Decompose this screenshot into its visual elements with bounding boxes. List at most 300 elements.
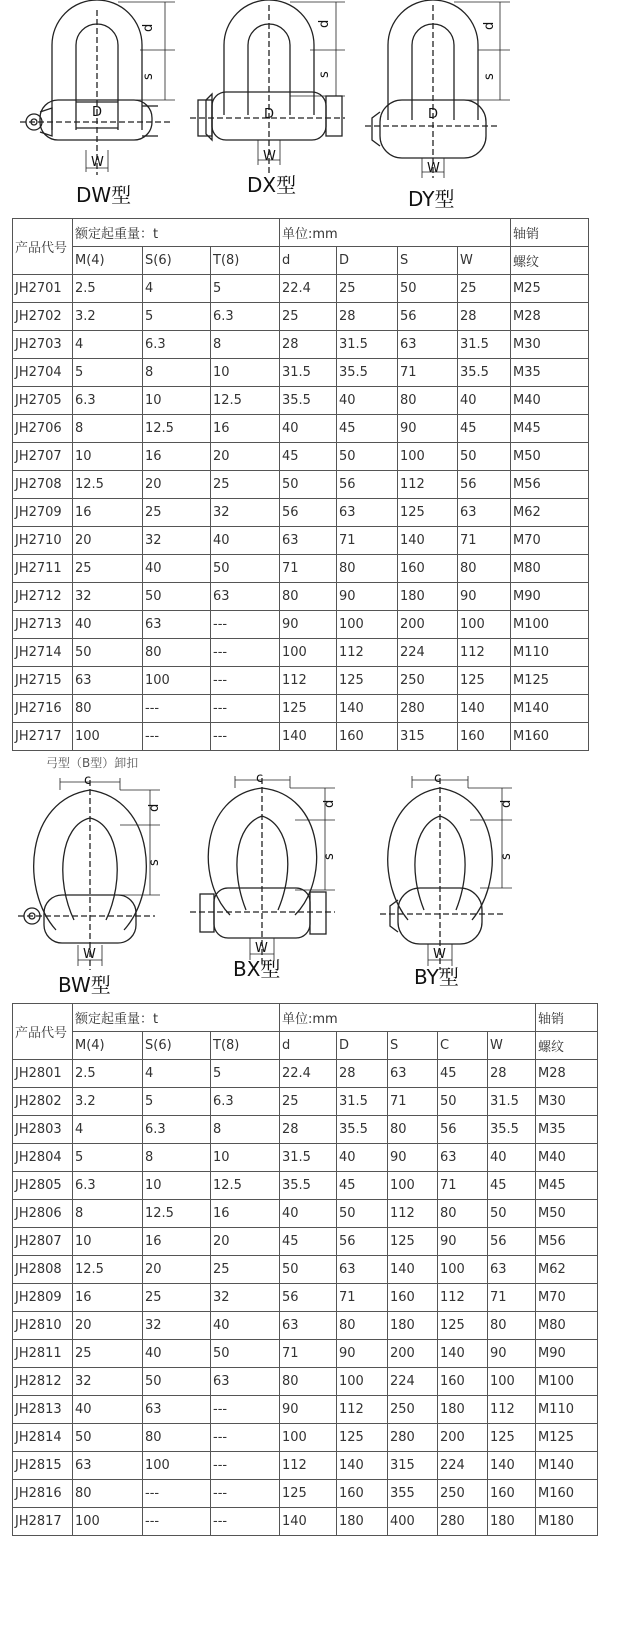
table-cell: 56 xyxy=(337,471,398,499)
table-cell: 25 xyxy=(458,275,511,303)
table-cell: 40 xyxy=(73,1396,143,1424)
bow-shackle-note: 弓型（B型）卸扣 xyxy=(46,756,139,770)
table-cell: 8 xyxy=(143,1144,211,1172)
table-cell: 6.3 xyxy=(211,303,280,331)
table-cell: 12.5 xyxy=(73,471,143,499)
table-cell: 100 xyxy=(337,1368,388,1396)
table-cell: M110 xyxy=(536,1396,598,1424)
table-cell: --- xyxy=(143,695,211,723)
table-cell: 40 xyxy=(337,387,398,415)
table-cell: 80 xyxy=(143,1424,211,1452)
product-code-cell: JH2812 xyxy=(13,1368,73,1396)
table-row xyxy=(13,1340,598,1368)
table-cell: 315 xyxy=(388,1452,438,1480)
table-cell: 80 xyxy=(337,555,398,583)
table-row xyxy=(13,415,589,443)
dy-type-label: DY型 xyxy=(408,187,455,211)
col-header: D xyxy=(337,247,398,275)
col-header: M(4) xyxy=(73,247,143,275)
table-cell: 100 xyxy=(398,443,458,471)
table-cell: 56 xyxy=(337,1228,388,1256)
table-cell: 200 xyxy=(398,611,458,639)
table-cell: 8 xyxy=(73,415,143,443)
table-cell: 160 xyxy=(388,1284,438,1312)
table-cell: 180 xyxy=(438,1396,488,1424)
table-cell: 28 xyxy=(337,303,398,331)
table-cell: 56 xyxy=(458,471,511,499)
table-cell: 63 xyxy=(73,667,143,695)
table-cell: M110 xyxy=(511,639,589,667)
table-cell: 50 xyxy=(143,1368,211,1396)
col-header: W xyxy=(458,247,511,275)
table-cell: 6.3 xyxy=(73,1172,143,1200)
table-cell: 31.5 xyxy=(337,331,398,359)
table-cell: 10 xyxy=(73,443,143,471)
table-cell: M70 xyxy=(511,527,589,555)
table-cell: 25 xyxy=(143,1284,211,1312)
table-row xyxy=(13,1088,598,1116)
product-code-cell: JH2809 xyxy=(13,1284,73,1312)
table-cell: 5 xyxy=(211,1060,280,1088)
table-cell: 8 xyxy=(73,1200,143,1228)
table-cell: 100 xyxy=(337,611,398,639)
table-cell: 32 xyxy=(143,1312,211,1340)
load-header: 额定起重量：t xyxy=(73,1004,280,1032)
table-cell: M180 xyxy=(536,1508,598,1536)
table-cell: 12.5 xyxy=(143,1200,211,1228)
col-header: C xyxy=(438,1032,488,1060)
table-cell: 8 xyxy=(211,1116,280,1144)
table-cell: 112 xyxy=(280,1452,337,1480)
product-code-cell: JH2707 xyxy=(13,443,73,471)
table-row xyxy=(13,695,589,723)
table-cell: 112 xyxy=(388,1200,438,1228)
table-cell: 400 xyxy=(388,1508,438,1536)
table-cell: 100 xyxy=(458,611,511,639)
table-cell: 35.5 xyxy=(337,359,398,387)
product-code-cell: JH2801 xyxy=(13,1060,73,1088)
table-cell: 63 xyxy=(73,1452,143,1480)
table-cell: 40 xyxy=(143,555,211,583)
table-cell: M28 xyxy=(536,1060,598,1088)
table-cell: 63 xyxy=(211,1368,280,1396)
table-cell: 63 xyxy=(458,499,511,527)
table-cell: 140 xyxy=(337,695,398,723)
product-code-cell: JH2717 xyxy=(13,723,73,751)
table-row xyxy=(13,723,589,751)
col-header: d xyxy=(280,1032,337,1060)
table-cell: 80 xyxy=(458,555,511,583)
dx-dim-s: s xyxy=(317,71,332,78)
product-code-cell: JH2816 xyxy=(13,1480,73,1508)
table-cell: 12.5 xyxy=(211,1172,280,1200)
table-cell: 355 xyxy=(388,1480,438,1508)
col-header: d xyxy=(280,247,337,275)
table-cell: 35.5 xyxy=(458,359,511,387)
by-dim-w: W xyxy=(433,947,446,962)
table-cell: 12.5 xyxy=(211,387,280,415)
bx-dim-d: d xyxy=(322,799,337,808)
table-row xyxy=(13,1256,598,1284)
bw-shackle-icon xyxy=(18,778,160,970)
product-code-cell: JH2705 xyxy=(13,387,73,415)
table-cell: 25 xyxy=(280,1088,337,1116)
table-cell: 125 xyxy=(458,667,511,695)
table-row xyxy=(13,1200,598,1228)
table-cell: 63 xyxy=(280,527,337,555)
table-cell: 50 xyxy=(211,555,280,583)
product-code-cell: JH2711 xyxy=(13,555,73,583)
table-cell: --- xyxy=(143,723,211,751)
table-cell: 180 xyxy=(337,1508,388,1536)
table-cell: 112 xyxy=(398,471,458,499)
table-cell: 125 xyxy=(280,695,337,723)
table-cell: 2.5 xyxy=(73,1060,143,1088)
table-cell: --- xyxy=(211,611,280,639)
table-cell: 315 xyxy=(398,723,458,751)
table-cell: M45 xyxy=(511,415,589,443)
table-cell: 20 xyxy=(73,1312,143,1340)
table-cell: 112 xyxy=(438,1284,488,1312)
table-cell: 280 xyxy=(438,1508,488,1536)
table-cell: 63 xyxy=(280,1312,337,1340)
table-cell: 90 xyxy=(438,1228,488,1256)
table-cell: 45 xyxy=(280,1228,337,1256)
col-header: T(8) xyxy=(211,1032,280,1060)
table-row xyxy=(13,471,589,499)
table-cell: 160 xyxy=(488,1480,536,1508)
table-cell: 71 xyxy=(337,1284,388,1312)
table-cell: 20 xyxy=(73,527,143,555)
product-code-cell: JH2804 xyxy=(13,1144,73,1172)
table-row xyxy=(13,303,589,331)
table-row xyxy=(13,1396,598,1424)
table-cell: 180 xyxy=(398,583,458,611)
dy-dim-w: W xyxy=(427,161,440,176)
table-row xyxy=(13,611,589,639)
table-cell: --- xyxy=(211,1424,280,1452)
table-cell: 50 xyxy=(488,1200,536,1228)
bx-dim-s: s xyxy=(322,853,337,860)
col-header: T(8) xyxy=(211,247,280,275)
table-cell: 6.3 xyxy=(143,1116,211,1144)
table-cell: 80 xyxy=(337,1312,388,1340)
table-row xyxy=(13,443,589,471)
col-header: S(6) xyxy=(143,1032,211,1060)
col-header: S xyxy=(388,1032,438,1060)
table-cell: 16 xyxy=(143,443,211,471)
table-cell: 250 xyxy=(388,1396,438,1424)
table-cell: 100 xyxy=(438,1256,488,1284)
table-cell: 5 xyxy=(211,275,280,303)
table-cell: M160 xyxy=(511,723,589,751)
table-row xyxy=(13,331,589,359)
table-cell: 12.5 xyxy=(73,1256,143,1284)
by-dim-d: d xyxy=(499,799,514,808)
table-cell: 32 xyxy=(73,583,143,611)
table-row xyxy=(13,1284,598,1312)
table-cell: 4 xyxy=(143,275,211,303)
product-code-cell: JH2802 xyxy=(13,1088,73,1116)
table-row xyxy=(13,1116,598,1144)
table-cell: 50 xyxy=(73,1424,143,1452)
product-code-cell: JH2814 xyxy=(13,1424,73,1452)
col-header: D xyxy=(337,1032,388,1060)
table-cell: 45 xyxy=(458,415,511,443)
table-row xyxy=(13,555,589,583)
table-cell: 4 xyxy=(73,1116,143,1144)
product-code-cell: JH2709 xyxy=(13,499,73,527)
table-cell: M45 xyxy=(536,1172,598,1200)
table-row xyxy=(13,527,589,555)
table-cell: 100 xyxy=(143,667,211,695)
table-row xyxy=(13,1312,598,1340)
table-cell: 90 xyxy=(280,1396,337,1424)
table-row xyxy=(13,1424,598,1452)
table-cell: M90 xyxy=(536,1340,598,1368)
table-cell: 31.5 xyxy=(488,1088,536,1116)
table-cell: 71 xyxy=(388,1088,438,1116)
table-cell: 45 xyxy=(337,1172,388,1200)
table-cell: 28 xyxy=(280,331,337,359)
table-cell: 125 xyxy=(337,1424,388,1452)
table-cell: 10 xyxy=(143,1172,211,1200)
bw-dim-w: W xyxy=(83,947,96,962)
table-cell: 140 xyxy=(280,1508,337,1536)
product-code-cell: JH2712 xyxy=(13,583,73,611)
bx-shackle-icon xyxy=(190,776,335,965)
table-cell: 5 xyxy=(143,1088,211,1116)
table-cell: 80 xyxy=(73,695,143,723)
table-cell: 28 xyxy=(337,1060,388,1088)
table-cell: M25 xyxy=(511,275,589,303)
table-cell: 280 xyxy=(388,1424,438,1452)
product-code-cell: JH2813 xyxy=(13,1396,73,1424)
table-cell: 90 xyxy=(488,1340,536,1368)
product-code-cell: JH2716 xyxy=(13,695,73,723)
table-row xyxy=(13,387,589,415)
table-cell: 6.3 xyxy=(143,331,211,359)
dx-dim-D: D xyxy=(264,107,275,122)
product-code-cell: JH2807 xyxy=(13,1228,73,1256)
bx-dim-w: W xyxy=(255,941,268,956)
table-cell: 12.5 xyxy=(143,415,211,443)
table-cell: 40 xyxy=(488,1144,536,1172)
table-cell: 90 xyxy=(458,583,511,611)
table-cell: 5 xyxy=(73,359,143,387)
bw-dim-s: s xyxy=(147,859,162,866)
table-cell: 25 xyxy=(211,471,280,499)
table-cell: M62 xyxy=(536,1256,598,1284)
table-row xyxy=(13,639,589,667)
table-cell: 40 xyxy=(280,415,337,443)
table-cell: --- xyxy=(211,667,280,695)
by-type-label: BY型 xyxy=(414,965,459,989)
table-cell: 16 xyxy=(143,1228,211,1256)
table-cell: 16 xyxy=(211,1200,280,1228)
table-cell: 35.5 xyxy=(280,387,337,415)
table-cell: 5 xyxy=(143,303,211,331)
table-cell: 56 xyxy=(398,303,458,331)
table-cell: 180 xyxy=(488,1508,536,1536)
product-code-cell: JH2715 xyxy=(13,667,73,695)
table-cell: --- xyxy=(211,639,280,667)
product-code-cell: JH2703 xyxy=(13,331,73,359)
code-header: 产品代号 xyxy=(13,219,73,275)
product-code-cell: JH2706 xyxy=(13,415,73,443)
by-dim-s: s xyxy=(499,853,514,860)
table-cell: 63 xyxy=(211,583,280,611)
thread-header: 螺纹 xyxy=(511,247,589,275)
table-cell: --- xyxy=(211,1480,280,1508)
table-cell: 71 xyxy=(337,527,398,555)
dw-dim-w: W xyxy=(91,155,104,170)
table-cell: 80 xyxy=(388,1116,438,1144)
d-shackle-spec-table xyxy=(12,218,589,751)
bw-dim-d: d xyxy=(147,803,162,812)
table-cell: 80 xyxy=(143,639,211,667)
product-code-cell: JH2702 xyxy=(13,303,73,331)
table-cell: 160 xyxy=(458,723,511,751)
d-shackle-diagrams xyxy=(0,0,630,215)
table-cell: --- xyxy=(211,1452,280,1480)
table-cell: 4 xyxy=(73,331,143,359)
table-cell: M90 xyxy=(511,583,589,611)
table-row xyxy=(13,275,589,303)
d-shackle-drawing xyxy=(0,0,630,215)
dw-dim-s: s xyxy=(141,73,156,80)
dy-dim-s: s xyxy=(482,73,497,80)
table-cell: 125 xyxy=(398,499,458,527)
product-code-cell: JH2815 xyxy=(13,1452,73,1480)
table-cell: 180 xyxy=(388,1312,438,1340)
table-cell: M62 xyxy=(511,499,589,527)
table-cell: --- xyxy=(143,1480,211,1508)
table-row xyxy=(13,583,589,611)
table-cell: 125 xyxy=(280,1480,337,1508)
table-cell: 56 xyxy=(280,1284,337,1312)
bow-shackle-drawing xyxy=(0,770,630,1000)
table-cell: 50 xyxy=(458,443,511,471)
table-cell: 125 xyxy=(488,1424,536,1452)
table-cell: M50 xyxy=(511,443,589,471)
table-row xyxy=(13,359,589,387)
table-cell: 50 xyxy=(438,1088,488,1116)
dy-dim-D: D xyxy=(428,107,439,122)
table-row xyxy=(13,1508,598,1536)
table-cell: M30 xyxy=(536,1088,598,1116)
table-cell: 80 xyxy=(280,583,337,611)
table-cell: 28 xyxy=(458,303,511,331)
table-cell: 56 xyxy=(488,1228,536,1256)
table-cell: 31.5 xyxy=(337,1088,388,1116)
table-cell: 31.5 xyxy=(280,1144,337,1172)
table-cell: 10 xyxy=(211,359,280,387)
table-cell: 32 xyxy=(143,527,211,555)
table-cell: M35 xyxy=(536,1116,598,1144)
table-cell: 280 xyxy=(398,695,458,723)
product-code-cell: JH2810 xyxy=(13,1312,73,1340)
product-code-cell: JH2805 xyxy=(13,1172,73,1200)
table-row xyxy=(13,499,589,527)
table-cell: 16 xyxy=(73,1284,143,1312)
table-cell: 90 xyxy=(280,611,337,639)
table-cell: M125 xyxy=(536,1424,598,1452)
table-cell: M28 xyxy=(511,303,589,331)
table-cell: 50 xyxy=(337,443,398,471)
product-code-cell: JH2811 xyxy=(13,1340,73,1368)
table-cell: --- xyxy=(211,1508,280,1536)
product-code-cell: JH2708 xyxy=(13,471,73,499)
table-cell: 6.3 xyxy=(211,1088,280,1116)
table-cell: 4 xyxy=(143,1060,211,1088)
dw-type-label: DW型 xyxy=(76,183,132,207)
table-cell: M40 xyxy=(536,1144,598,1172)
table-cell: 32 xyxy=(211,499,280,527)
table-cell: 100 xyxy=(73,1508,143,1536)
table-cell: 140 xyxy=(280,723,337,751)
table-cell: 40 xyxy=(211,1312,280,1340)
table-cell: 224 xyxy=(398,639,458,667)
table-cell: --- xyxy=(211,1396,280,1424)
by-shackle-icon xyxy=(380,776,512,970)
pin-header: 轴销 xyxy=(536,1004,598,1032)
table-cell: 80 xyxy=(488,1312,536,1340)
table-row xyxy=(13,1144,598,1172)
table-cell: M70 xyxy=(536,1284,598,1312)
table-cell: 112 xyxy=(458,639,511,667)
table-cell: 45 xyxy=(488,1172,536,1200)
table-cell: --- xyxy=(211,723,280,751)
table-cell: M56 xyxy=(511,471,589,499)
table-cell: 160 xyxy=(337,1480,388,1508)
table-cell: M56 xyxy=(536,1228,598,1256)
table-cell: 20 xyxy=(143,471,211,499)
table-cell: 25 xyxy=(211,1256,280,1284)
table-cell: 2.5 xyxy=(73,275,143,303)
bow-shackle-diagrams xyxy=(0,770,630,1000)
thread-header: 螺纹 xyxy=(536,1032,598,1060)
table-cell: 71 xyxy=(488,1284,536,1312)
table-cell: 6.3 xyxy=(73,387,143,415)
table-cell: 100 xyxy=(73,723,143,751)
table-cell: --- xyxy=(143,1508,211,1536)
table-cell: 40 xyxy=(143,1340,211,1368)
table-cell: 112 xyxy=(337,1396,388,1424)
bx-dim-c: c xyxy=(256,771,264,786)
table-cell: 28 xyxy=(280,1116,337,1144)
table-cell: 3.2 xyxy=(73,1088,143,1116)
table-cell: 63 xyxy=(398,331,458,359)
table-row xyxy=(13,1172,598,1200)
table-cell: 50 xyxy=(337,1200,388,1228)
bx-type-label: BX型 xyxy=(233,957,281,981)
table-cell: M80 xyxy=(536,1312,598,1340)
table-cell: 90 xyxy=(398,415,458,443)
table-cell: 8 xyxy=(143,359,211,387)
table-cell: 20 xyxy=(211,1228,280,1256)
table-cell: 16 xyxy=(73,499,143,527)
table-cell: 25 xyxy=(337,275,398,303)
table-cell: M50 xyxy=(536,1200,598,1228)
product-code-cell: JH2713 xyxy=(13,611,73,639)
table-cell: M100 xyxy=(511,611,589,639)
table-cell: 50 xyxy=(280,471,337,499)
by-dim-c: c xyxy=(434,771,442,786)
table-cell: M160 xyxy=(536,1480,598,1508)
table-cell: 112 xyxy=(280,667,337,695)
bw-dim-c: c xyxy=(84,773,92,788)
